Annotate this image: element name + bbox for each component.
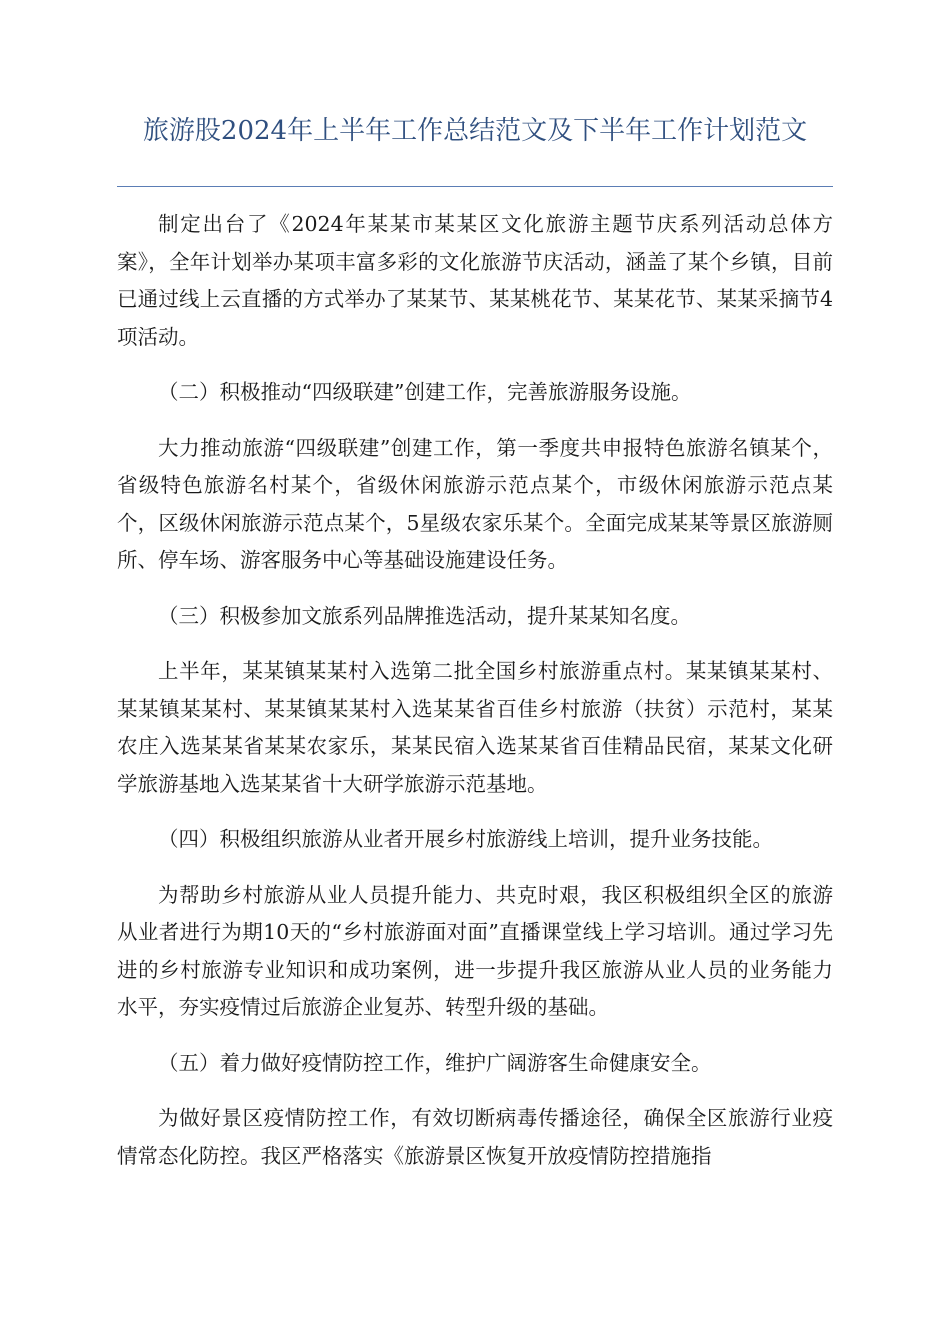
paragraph-festival-plan: 制定出台了《2024年某某市某某区文化旅游主题节庆系列活动总体方案》，全年计划举办某项丰富多彩的文化旅游节庆活动，涵盖了某个乡镇，目前已通过线上云直播的方式举办了某某节、某某桃花节、某某花节、某某采摘节4项活动。 <box>117 212 833 349</box>
section-heading-3: （三）积极参加文旅系列品牌推选活动，提升某某知名度。 <box>158 603 691 628</box>
paragraph-brand-selection: 上半年，某某镇某某村入选第二批全国乡村旅游重点村。某某镇某某村、某某镇某某村、某某镇某某村入选某某省百佳乡村旅游（扶贫）示范村，某某农庄入选某某省某某农家乐，某某民宿入选某某省百佳精品民宿，某某文化研学旅游基地入选某某省十大研学旅游示范基地。 <box>117 659 833 796</box>
document-body <box>117 206 833 1193</box>
section-heading-2: （二）积极推动“四级联建”创建工作，完善旅游服务设施。 <box>158 380 692 404</box>
section-heading-5: （五）着力做好疫情防控工作，维护广阔游客生命健康安全。 <box>158 1050 712 1075</box>
paragraph-four-level: 大力推动旅游“四级联建”创建工作，第一季度共申报特色旅游名镇某个，省级特色旅游名村某个，省级休闲旅游示范点某个，市级休闲旅游示范点某个，区级休闲旅游示范点某个，5星级农家乐某个。全面完成某某等景区旅游厕所、停车场、游客服务中心等基础设施建设任务。 <box>117 435 833 572</box>
section-heading-4: （四）积极组织旅游从业者开展乡村旅游线上培训，提升业务技能。 <box>158 827 773 851</box>
document-title: 旅游股2024年上半年工作总结范文及下半年工作计划范文 <box>142 116 808 146</box>
paragraph-epidemic-control: 为做好景区疫情防控工作，有效切断病毒传播途径，确保全区旅游行业疫情常态化防控。我区严格落实《旅游景区恢复开放疫情防控措施指 <box>117 1106 833 1168</box>
paragraph-online-training: 为帮助乡村旅游从业人员提升能力、共克时艰，我区积极组织全区的旅游从业者进行为期10天的“乡村旅游面对面”直播课堂线上学习培训。通过学习先进的乡村旅游专业知识和成功案例，进一步提升我区旅游从业人员的业务能力水平，夯实疫情过后旅游企业复苏、转型升级的基础。 <box>117 882 833 1019</box>
title-divider <box>117 186 833 187</box>
